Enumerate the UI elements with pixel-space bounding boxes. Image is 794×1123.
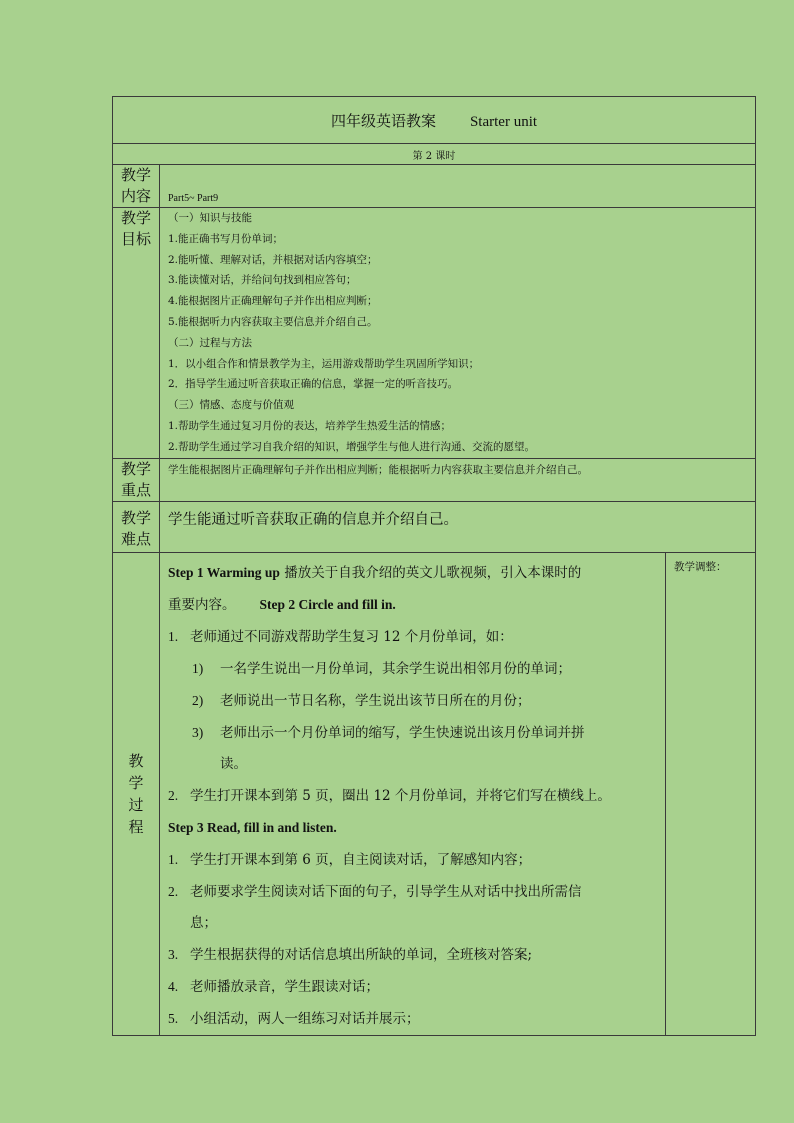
content-value: Part5~ Part9 [160, 165, 756, 208]
sub-list-item [168, 685, 659, 717]
title-cell [113, 97, 756, 144]
difficulty-label [113, 502, 160, 553]
list-item [168, 939, 659, 971]
sub-item-text: 老师出示一个月份单词的缩写，学生快速说出该月份单词并拼 [220, 725, 585, 741]
list-item [168, 844, 659, 876]
process-label-char: 过 [128, 796, 144, 814]
adjustment-column [666, 553, 756, 1036]
step-2-title: Step 2 Circle and fill in. [259, 597, 396, 612]
title-cn: 四年级英语教案 [330, 111, 436, 130]
item-text: 学生打开课本到第 6 页，自主阅读对话，了解感知内容； [190, 852, 532, 868]
item-text: 老师通过不同游戏帮助学生复习 12 个月份单词，如： [190, 629, 513, 645]
list-item [168, 876, 659, 908]
goals-label [113, 208, 160, 459]
goal-line: 1.帮助学生通过复习月份的表达，培养学生热爱生活的情感； [168, 419, 452, 432]
goal-line: 4.能根据图片正确理解句子并作出相应判断； [168, 295, 378, 308]
content-label-2: 内容 [121, 187, 152, 205]
goals-label-2: 目标 [121, 230, 152, 248]
difficulty-value: 学生能通过听音获取正确的信息并介绍自己。 [160, 502, 756, 553]
item-number: 4. [168, 979, 179, 994]
goal-line: （一）知识与技能 [168, 212, 252, 224]
item-text: 学生根据获得的对话信息填出所缺的单词，全班核对答案; [190, 947, 533, 963]
item-text: 学生打开课本到第 5 页，圈出 12 个月份单词，并将它们写在横线上。 [190, 788, 611, 804]
item-number: 3. [168, 947, 179, 962]
list-item [168, 780, 659, 812]
goal-line: 2.能听懂、理解对话，并根据对话内容填空； [168, 253, 378, 266]
goals-label-1: 教学 [121, 209, 152, 227]
goal-line: 5.能根据听力内容获取主要信息并介绍自己。 [168, 315, 378, 328]
sub-list-item-continued: 读。 [220, 756, 247, 772]
lesson-plan-table [112, 96, 756, 1036]
title-en: Starter unit [469, 113, 538, 130]
item-number: 1. [168, 629, 179, 644]
goal-line: 3.能读懂对话，并给问句找到相应答句； [168, 274, 357, 287]
item-number: 5. [168, 1011, 179, 1026]
goal-line: 1.能正确书写月份单词； [168, 232, 284, 245]
process-content [160, 553, 666, 1036]
process-label-char: 学 [128, 774, 144, 792]
goal-line: 2.帮助学生通过学习自我介绍的知识，增强学生与他人进行沟通、交流的愿望。 [168, 440, 536, 453]
adjustment-label: 教学调整： [674, 561, 727, 573]
difficulty-label-1: 教学 [121, 509, 152, 527]
sub-list-item [168, 717, 659, 749]
item-text: 小组活动，两人一组练习对话并展示； [190, 1011, 420, 1027]
step-1-title: Step 1 Warming up [168, 565, 280, 580]
goals-content [160, 208, 756, 459]
item-number: 2. [168, 884, 179, 899]
process-label-char: 程 [128, 818, 144, 836]
focus-value: 学生能根据图片正确理解句子并作出相应判断；能根据听力内容获取主要信息并介绍自己。 [160, 459, 756, 502]
list-item [168, 621, 659, 653]
step-1-cont-text: 重要内容。 [168, 597, 236, 613]
step-3-title [168, 812, 659, 844]
lesson-number: 第 2 课时 [113, 144, 756, 165]
step-3-title-text: Step 3 Read, fill in and listen. [168, 820, 337, 835]
focus-label [113, 459, 160, 502]
list-item-continued: 息； [190, 915, 217, 931]
sub-item-number: 1) [192, 661, 204, 676]
focus-label-2: 重点 [121, 481, 152, 499]
sub-item-number: 2) [192, 693, 204, 708]
goal-line: （二）过程与方法 [168, 336, 252, 349]
content-label-1: 教学 [121, 166, 152, 184]
sub-item-text: 一名学生说出一月份单词，其余学生说出相邻月份的单词； [220, 661, 571, 677]
item-text: 老师播放录音，学生跟读对话； [190, 979, 379, 995]
goal-line: 2．指导学生通过听音获取正确的信息，掌握一定的听音技巧。 [168, 378, 459, 391]
item-number: 1. [168, 852, 179, 867]
step-1 [168, 557, 659, 589]
item-text: 老师要求学生阅读对话下面的句子，引导学生从对话中找出所需信 [190, 884, 582, 900]
process-label-char: 教 [128, 752, 144, 770]
goal-line: （三）情感、态度与价值观 [168, 399, 294, 412]
sub-item-text: 老师说出一节日名称，学生说出该节日所在的月份； [220, 693, 531, 709]
list-item [168, 1003, 659, 1035]
content-label [113, 165, 160, 208]
item-number: 2. [168, 788, 179, 803]
process-label [113, 553, 160, 1036]
sub-list-item [168, 653, 659, 685]
step-1-text: 播放关于自我介绍的英文儿歌视频，引入本课时的 [279, 565, 582, 581]
goal-line: 1．以小组合作和情景教学为主，运用游戏帮助学生巩固所学知识； [168, 357, 480, 370]
difficulty-label-2: 难点 [121, 530, 152, 548]
list-item [168, 971, 659, 1003]
sub-item-number: 3) [192, 725, 204, 740]
focus-label-1: 教学 [121, 460, 152, 478]
step-1-continued [168, 589, 659, 621]
